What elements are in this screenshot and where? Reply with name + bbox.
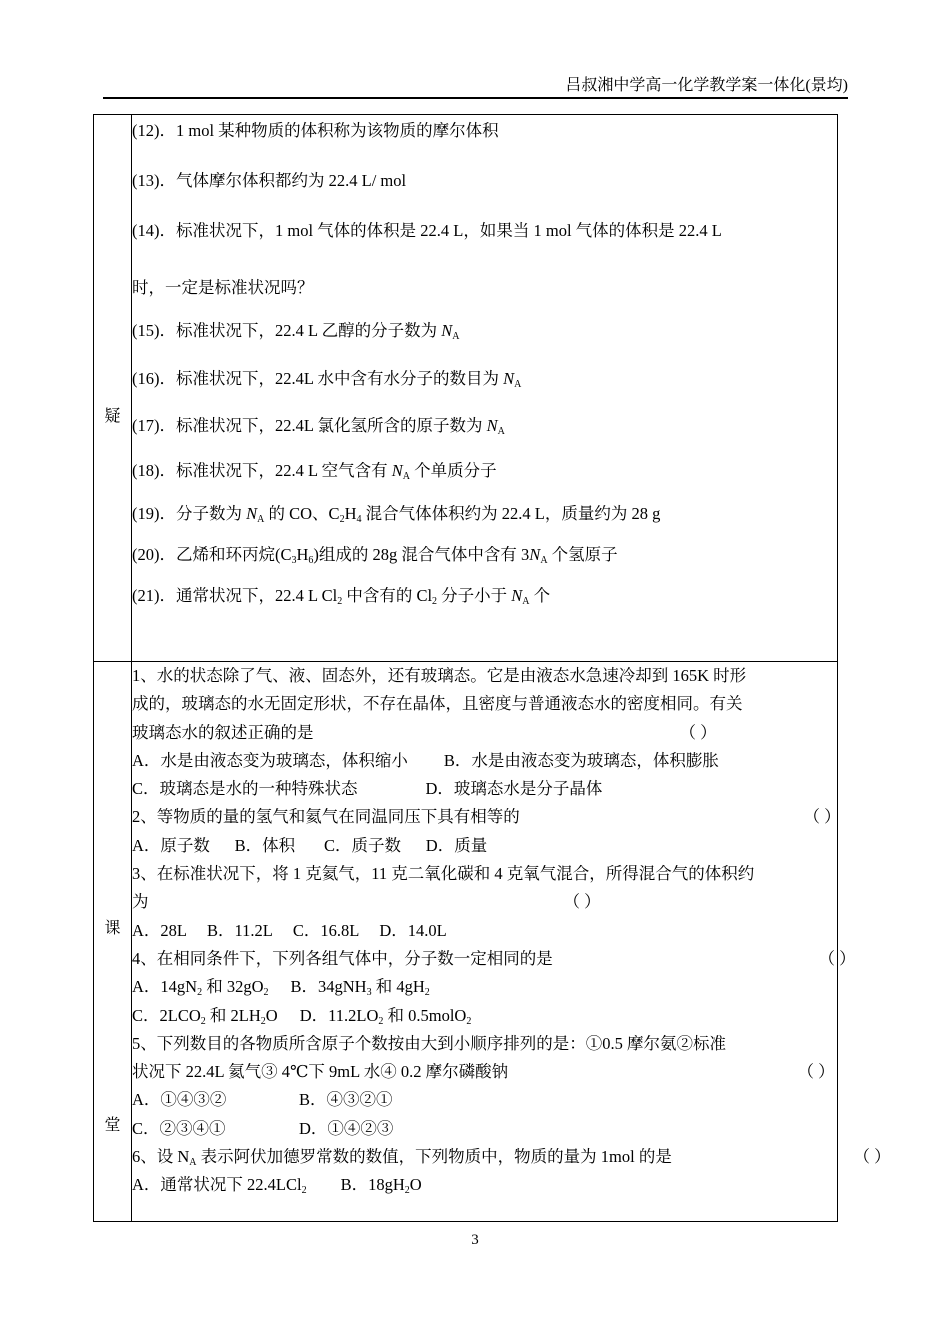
side-cell-classroom [94, 662, 132, 1222]
q5-line1: 5、下列数目的各物质所含原子个数按由大到小顺序排列的是：①0.5 摩尔氨②标准 [132, 1033, 726, 1053]
q4-options-cd: C．$2LCO_2$ 和 $2LH_2O$ D．$11.2LO_2$ 和 0.5molO$_2$ [132, 1005, 472, 1027]
section-classroom [94, 662, 838, 1222]
question-14-continued: 时，一定是标准状况吗？ [132, 278, 314, 297]
q1-options-cd: C．玻璃态是水的一种特殊状态 D．玻璃态水是分子晶体 [132, 779, 603, 799]
answer-paren: （ ） [797, 1062, 835, 1082]
q5-line2: 状况下 22.4L 氦气③ 4℃下 9mL 水④ 0.2 摩尔磷酸钠 （ ） [132, 1058, 837, 1086]
q3-options: A．28L B．11.2L C．16.8L D．14.0L [132, 920, 447, 940]
q1-line3: 玻璃态水的叙述正确的是 （ ） [132, 719, 837, 747]
q3-line1: 3、在标准状况下，将 1 克氦气，11 克二氧化碳和 4 克氧气混合，所得混合气的体积约 [132, 864, 755, 884]
q2-options: A．原子数 B．体积 C．质子数 D．质量 [132, 835, 488, 855]
content-cell-doubts [132, 115, 838, 662]
q1-line2: 成的，玻璃态的水无固定形状，不存在晶体，且密度与普通液态水的密度相同。有关 [132, 694, 743, 714]
question-12: (12)．1 mol 某种物质的体积称为该物质的摩尔体积 [132, 121, 499, 140]
page-number: 3 [471, 1232, 479, 1248]
side-cell-doubts [94, 115, 132, 662]
side-label-doubts: 疑 [104, 408, 121, 425]
content-table [93, 114, 891, 1222]
question-13: (13)．气体摩尔体积都约为 22.4 L/ mol [132, 171, 407, 190]
page-header: 吕叔湘中学高一化学教学案一体化(景均) [565, 77, 848, 94]
q4-options-ab: A．$14gN_2$ 和 $32gO_2$ B．34gNH$_3$ 和 $4gH_2$ [132, 977, 430, 999]
q5-options-cd: C．②③④① D．①④②③ [132, 1118, 394, 1138]
question-21: (21)．通常状况下，22.4 L $Cl_2$ 中含有的 $Cl_2$ 分子小于 $N_A$ 个 [132, 586, 551, 607]
q1-options-ab: A．水是由液态变为玻璃态，体积缩小 B．水是由液态变为玻璃态，体积膨胀 [132, 750, 719, 770]
q6-options-ab: A．通常状况下 22.4LCl$_2$ B．$18gH_2O$ [132, 1175, 422, 1197]
header-rule [103, 97, 848, 99]
q3-line2: 为 （ ） [132, 888, 837, 916]
side-label-classroom-1: 课 [104, 920, 121, 937]
q1-line1: 1、水的状态除了气、液、固态外，还有玻璃态。它是由液态水急速冷却到 165K 时形 [132, 666, 747, 685]
q5-options-ab: A．①④③② B．④③②① [132, 1090, 393, 1110]
q2-line1: 2、等物质的量的氢气和氦气在同温同压下具有相等的 （ ） [132, 803, 837, 831]
answer-paren: （ ） [563, 892, 601, 912]
answer-paren: （ ） [853, 1147, 891, 1167]
answer-paren: （ ） [803, 807, 841, 827]
q4-line1: 4、在相同条件下，下列各组气体中，分子数一定相同的是 （ ） [132, 945, 837, 973]
question-14: (14)．标准状况下，1 mol 气体的体积是 22.4 L，如果当 1 mol 气体的体积是 22.4 L [132, 221, 722, 240]
content-cell-classroom [132, 662, 891, 1222]
question-19: (19)．分子数为 $N_A$ 的 CO、$C_2H_4$ 混合气体体积约为 22.4 L，质量约为 28 g [132, 504, 661, 525]
question-20: (20)．乙烯和环丙烷$(C_3H_6)$组成的 28g 混合气体中含有 $3N_A$ 个氢原子 [132, 545, 618, 566]
question-15: (15)．标准状况下，22.4 L 乙醇的分子数为 $N_A$ [132, 321, 460, 342]
side-label-classroom-2: 堂 [104, 1117, 121, 1134]
answer-paren: （ ） [679, 722, 717, 742]
q6-line1: 6、设 $N_A$ 表示阿伏加德罗常数的数值，下列物质中，物质的量为 1mol 的是 （ ） [132, 1143, 837, 1171]
question-17: (17)．标准状况下，22.4L 氯化氢所含的原子数为 $N_A$ [132, 416, 505, 437]
answer-paren: （ ） [818, 948, 856, 968]
section-doubts [94, 115, 838, 662]
question-16: (16)．标准状况下，22.4L 水中含有水分子的数目为 $N_A$ [132, 369, 522, 390]
question-18: (18)．标准状况下，22.4 L 空气含有 $N_A$ 个单质分子 [132, 461, 497, 482]
